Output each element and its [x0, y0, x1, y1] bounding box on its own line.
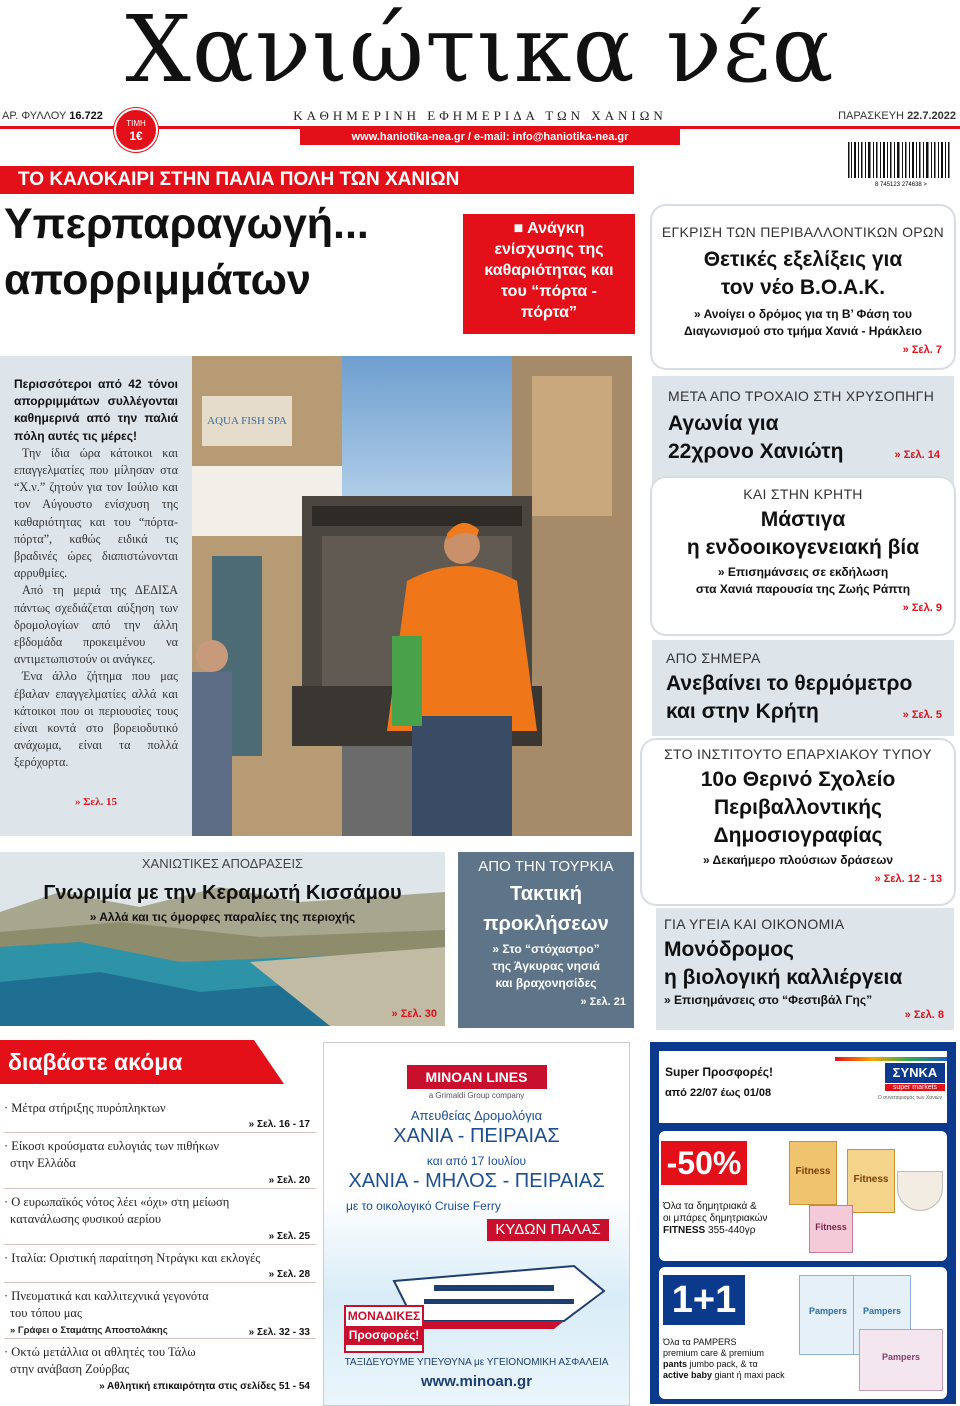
- readmore-item[interactable]: [4, 1288, 316, 1339]
- readmore-page-ref: » Σελ. 20: [268, 1175, 310, 1186]
- story-headline-line: Μάστιγα: [760, 508, 846, 531]
- minoan-ship-name: ΚΥΔΩΝ ΠΑΛΑΣ: [487, 1219, 609, 1241]
- story-headline-line: τον νέο Β.Ο.Α.Κ.: [720, 276, 886, 299]
- synka-dates: από 22/07 έως 01/08: [665, 1087, 772, 1099]
- story-accident[interactable]: [652, 376, 954, 486]
- date-value: 22.7.2022: [907, 110, 956, 122]
- readmore-item[interactable]: [4, 1344, 316, 1392]
- story-subtitle: » Ανοίγει ο δρόμος για τη Β’ Φάση του: [694, 307, 912, 321]
- escapes-page-ref: » Σελ. 30: [391, 1008, 437, 1020]
- page-ref-text: » Σελ. 14: [894, 449, 940, 461]
- deal-line: premium care & premium: [663, 1348, 765, 1358]
- story-escapes[interactable]: [0, 852, 445, 1026]
- deal-text: [663, 1337, 803, 1381]
- body-paragraph: Την ίδια ώρα κάτοικοι και επαγγελματίες που μίλησαν στα “Χ.ν.” ζητούν για τον Ιούλιο και τον Αύγουστο ενίσχυση της καθαριότητας και του “πόρτα-πόρτα”, καθώς ειδικά τις βραδινές ώρες διαπιστώνονται αρρυθμίες.: [14, 445, 178, 581]
- price-label: ΤΙΜΗ: [126, 119, 146, 128]
- readmore-page-ref: » Σελ. 16 - 17: [248, 1119, 310, 1130]
- barcode-number: 8 745123 274638 >: [875, 182, 927, 188]
- readmore-item-text: · Είκοσι κρούσματα ευλογιάς των πιθήκων: [4, 1139, 220, 1153]
- lead-paragraph: Περισσότεροι από 42 τόνοι απορριμμάτων συλλέγονται καθημερινά από την παλιά πόλη αυτές τις μέρες!: [14, 377, 178, 443]
- escapes-headline: Γνωριμία με την Κεραμωτή Κισσάμου: [43, 882, 402, 904]
- synka-title: Super Προσφορές!: [665, 1065, 773, 1079]
- readmore-title: διαβάστε ακόμα: [0, 1040, 254, 1084]
- page-ref-text: » Σελ. 5: [902, 709, 942, 721]
- offer-line: Προσφορές!: [346, 1326, 422, 1345]
- turkey-headline-line: προκλήσεων: [483, 913, 609, 935]
- story-subtitle: Διαγωνισμού στο τμήμα Χανιά - Ηράκλειο: [684, 324, 922, 338]
- story-label: ΜΕΤΑ ΑΠΟ ΤΡΟΧΑΙΟ ΣΤΗ ΧΡΥΣΟΠΗΓΗ: [668, 388, 935, 404]
- lead-page-ref[interactable]: » Σελ. 15: [74, 795, 118, 808]
- body-paragraph: Από τη μεριά της ΔΕΔΙΣΑ πάντως σχεδιάζεται αύξηση των δρομολογίων από την άλλη εβδομάδα προκειμένου να αντιμετωπιστούν οι ανάγκες.: [14, 583, 178, 667]
- readmore-item-text: στην ανάβαση Ζούρβας: [10, 1362, 130, 1376]
- minoan-logo: MINOAN LINES: [407, 1065, 547, 1089]
- discount-badge: -50%: [661, 1141, 747, 1185]
- story-label: ΑΠΟ ΣΗΜΕΡΑ: [666, 650, 761, 666]
- page-ref-text: » Σελ. 12 - 13: [874, 873, 942, 885]
- readmore-page-ref: » Σελ. 32 - 33: [248, 1327, 310, 1338]
- turkey-subtitle: » Στο “στόχαστρο”: [492, 942, 600, 956]
- readmore-item-text: στην Ελλάδα: [10, 1156, 76, 1170]
- readmore-item-note: » Γράφει ο Σταμάτης Αποστολάκης: [10, 1325, 168, 1336]
- synka-logo-sub: super markets: [885, 1084, 945, 1091]
- readmore-item-text: κατανάλωσης φυσικού αερίου: [10, 1212, 162, 1226]
- story-label: ΓΙΑ ΥΓΕΙΑ ΚΑΙ ΟΙΚΟΝΟΜΙΑ: [664, 916, 845, 932]
- story-headline-line: Μονόδρομος: [664, 938, 794, 961]
- story-organic[interactable]: [656, 908, 954, 1030]
- price-value: 1€: [129, 129, 143, 143]
- lead-photo: [192, 356, 632, 836]
- deal-brand: pants: [663, 1359, 688, 1369]
- turkey-subtitle: και βραχονησίδες: [495, 976, 597, 990]
- escapes-subtitle: » Αλλά και τις όμορφες παραλίες της περιοχής: [89, 910, 356, 924]
- story-boak[interactable]: [652, 206, 954, 368]
- turkey-headline-line: Τακτική: [509, 883, 583, 905]
- turkey-label: ΑΠΟ ΤΗΝ ΤΟΥΡΚΙΑ: [478, 858, 614, 875]
- issue-value: 16.722: [69, 110, 103, 122]
- deal-size: 355-440γρ: [708, 1225, 756, 1236]
- story-turkey[interactable]: [458, 852, 634, 1028]
- readmore-page-ref: » Αθλητική επικαιρότητα στις σελίδες 51 - 54: [99, 1381, 310, 1392]
- story-headline-row: [666, 698, 942, 726]
- readmore-item[interactable]: [4, 1100, 316, 1130]
- barcode-icon: [846, 140, 956, 188]
- divider: [4, 1244, 316, 1245]
- story-subtitle: στα Χανιά παρουσία της Ζωής Ράπτη: [695, 582, 911, 596]
- story-headline-line: Ανεβαίνει το θερμόμετρο: [666, 672, 913, 695]
- photo-shop-sign: AQUA FISH SPA: [207, 415, 287, 427]
- deal-line: [663, 1225, 793, 1237]
- minoan-line: και από 17 Ιουλίου: [426, 1154, 527, 1168]
- cereal-box: Fitness: [847, 1149, 895, 1213]
- readmore-item-text: · Ο ευρωπαϊκός νότος λέει «όχι» στη μείωση: [4, 1195, 230, 1209]
- story-page-ref: [664, 1009, 944, 1021]
- bowl-icon: [897, 1171, 943, 1211]
- page-ref-text: » Σελ. 7: [902, 344, 942, 356]
- deal-text: [663, 1201, 793, 1237]
- synka-header: [659, 1051, 947, 1123]
- story-page-ref: [652, 602, 954, 614]
- readmore-list: [0, 1040, 318, 1406]
- price-badge: [114, 108, 158, 152]
- issue-label: ΑΡ. ΦΥΛΛΟΥ: [2, 110, 67, 122]
- story-subtitle: » Επισημάνσεις στο “Φεστιβάλ Γης”: [664, 993, 873, 1007]
- story-page-ref: [895, 449, 940, 461]
- story-headline-line: η βιολογική καλλιέργεια: [664, 966, 903, 989]
- cereal-box: Fitness: [789, 1141, 837, 1205]
- lead-side-box: ■ Ανάγκη ενίσχυσης της καθαριότητας και του “πόρτα - πόρτα”: [463, 214, 635, 334]
- deal-line: Όλα τα PAMPERS: [663, 1337, 737, 1347]
- lead-headline[interactable]: [4, 200, 474, 304]
- story-headline-line: Περιβαλλοντικής: [714, 796, 882, 819]
- synka-ad[interactable]: [650, 1042, 956, 1404]
- deal-brand: FITNESS: [663, 1225, 706, 1236]
- body-paragraph: Ένα άλλο ζήτημα που μας έβαλαν επαγγελματίες αλλά και κάτοικοι που οι περιουσίες τους είναι κοντά στο βορειοδυτικό ανάχωμα, είναι τα πολλά ξερόχορτα.: [14, 669, 178, 770]
- deal-brand: active baby: [663, 1370, 713, 1380]
- story-headline-line: Θετικές εξελίξεις για: [703, 248, 903, 271]
- deal-line: οι μπάρες δημητριακών: [663, 1213, 768, 1224]
- story-headline-row: [668, 438, 940, 466]
- minoan-url[interactable]: www.minoan.gr: [420, 1373, 533, 1390]
- readmore-item-text: του τόπου μας: [10, 1306, 82, 1320]
- page-ref-text: » Σελ. 9: [902, 602, 942, 614]
- story-subtitle: » Δεκαήμερο πλούσιων δράσεων: [702, 853, 894, 867]
- escapes-label: ΧΑΝΙΩΤΙΚΕΣ ΑΠΟΔΡΑΣΕΙΣ: [141, 856, 304, 871]
- story-heat[interactable]: [652, 640, 954, 736]
- readmore-item-text: · Πνευματικά και καλλιτεχνικά γεγονότα: [4, 1289, 209, 1303]
- story-label: ΚΑΙ ΣΤΗΝ ΚΡΗΤΗ: [743, 486, 863, 502]
- story-headline-line: 22χρονο Χανιώτη: [668, 440, 844, 463]
- diaper-pack: Pampers: [799, 1275, 857, 1355]
- story-subtitle: » Επισημάνσεις σε εκδήλωση: [717, 565, 889, 579]
- lead-body: [0, 356, 192, 836]
- minoan-tagline: ΤΑΞΙΔΕΥΟΥΜΕ ΥΠΕΥΘΥΝΑ με ΥΓΕΙΟΝΟΜΙΚΗ ΑΣΦΑΛΕΙΑ: [344, 1357, 609, 1368]
- cereal-box: Fitness: [809, 1205, 853, 1253]
- synka-deal-fitness: [659, 1131, 947, 1261]
- lead-kicker: ΤΟ ΚΑΛΟΚΑΙΡΙ ΣΤΗΝ ΠΑΛΙΑ ΠΟΛΗ ΤΩΝ ΧΑΝΙΩΝ: [0, 166, 634, 194]
- synka-deal-pampers: [659, 1267, 947, 1399]
- story-summer-school[interactable]: [642, 740, 954, 904]
- readmore-item[interactable]: [4, 1138, 316, 1186]
- page-ref-text: » Σελ. 8: [904, 1009, 944, 1021]
- lead-headline-line2: απορριμμάτων: [4, 256, 311, 304]
- minoan-route: ΧΑΝΙΑ - ΜΗΛΟΣ - ΠΕΙΡΑΙΑΣ: [348, 1170, 605, 1192]
- story-label: ΕΓΚΡΙΣΗ ΤΩΝ ΠΕΡΙΒΑΛΛΟΝΤΙΚΩΝ ΟΡΩΝ: [661, 224, 945, 240]
- synka-logo: ΣΥΝΚΑ: [885, 1063, 945, 1083]
- deal-size: jumbo pack, & τα: [689, 1359, 758, 1369]
- story-page-ref: [652, 344, 954, 356]
- diaper-pack: Pampers: [853, 1275, 911, 1355]
- readmore-item[interactable]: [4, 1250, 316, 1280]
- story-page-ref: [642, 873, 954, 885]
- diaper-pack: Pampers: [859, 1329, 943, 1391]
- story-headline-line: Δημοσιογραφίας: [713, 824, 883, 847]
- minoan-line: Απευθείας Δρομολόγια: [410, 1108, 543, 1123]
- story-headline-line: η ενδοοικογενειακή βία: [686, 536, 920, 559]
- synka-logo-note: Ο συνεταιρισμός των Χανιών: [877, 1095, 943, 1101]
- issue-date: [838, 110, 956, 122]
- readmore-item-text: · Μέτρα στήριξης πυρόπληκτων: [4, 1101, 166, 1115]
- divider: [4, 1338, 316, 1339]
- deal-line: Όλα τα δημητριακά &: [663, 1201, 757, 1212]
- readmore-item-text: · Ιταλία: Οριστική παραίτηση Ντράγκι και εκλογές: [4, 1251, 261, 1265]
- escapes-photo: [0, 852, 445, 1026]
- minoan-route: ΧΑΝΙΑ - ΠΕΙΡΑΙΑΣ: [393, 1125, 560, 1147]
- story-headline-line: 10ο Θερινό Σχολείο: [700, 768, 896, 791]
- minoan-line: με το οικολογικό Cruise Ferry: [346, 1199, 501, 1213]
- story-headline-line: και στην Κρήτη: [666, 700, 819, 723]
- minoan-group: a Grimaldi Group company: [428, 1091, 525, 1100]
- readmore-page-ref: » Σελ. 25: [268, 1231, 310, 1242]
- offer-line: ΜΟΝΑΔΙΚΕΣ: [347, 1309, 421, 1323]
- story-page-ref: [903, 709, 942, 721]
- website-bar[interactable]: www.haniotika-nea.gr / e-mail: info@haniotika-nea.gr: [300, 129, 680, 145]
- readmore-item[interactable]: [4, 1194, 316, 1242]
- turkey-page-ref: » Σελ. 21: [580, 996, 626, 1008]
- story-label: ΣΤΟ ΙΝΣΤΙΤΟΥΤΟ ΕΠΑΡΧΙΑΚΟΥ ΤΥΠΟΥ: [664, 746, 932, 762]
- turkey-subtitle: της Άγκυρας νησιά: [492, 959, 600, 973]
- masthead-title: Χανιώτικα νέα: [125, 0, 835, 103]
- bundle-badge: 1+1: [663, 1275, 745, 1325]
- readmore-page-ref: » Σελ. 28: [268, 1269, 310, 1280]
- divider: [4, 1282, 316, 1283]
- lead-headline-line1: Υπερπαραγωγή...: [4, 200, 369, 248]
- story-headline-line: Αγωνία για: [668, 412, 779, 435]
- readmore-item-text: · Οκτώ μετάλλια οι αθλητές του Τάλω: [4, 1345, 196, 1359]
- tagline: ΚΑΘΗΜΕΡΙΝΗ ΕΦΗΜΕΡΙΔΑ ΤΩΝ ΧΑΝΙΩΝ: [293, 108, 667, 123]
- deal-line: [663, 1359, 803, 1370]
- deal-line: [663, 1370, 803, 1381]
- minoan-offer-badge: [344, 1305, 424, 1353]
- divider: [4, 1132, 316, 1133]
- minoan-ad[interactable]: [323, 1042, 630, 1406]
- story-violence[interactable]: [652, 478, 954, 634]
- synka-stripe: [835, 1057, 947, 1061]
- divider: [4, 1188, 316, 1189]
- deal-size: giant ή maxi pack: [714, 1370, 785, 1380]
- date-day: ΠΑΡΑΣΚΕΥΗ: [838, 110, 904, 122]
